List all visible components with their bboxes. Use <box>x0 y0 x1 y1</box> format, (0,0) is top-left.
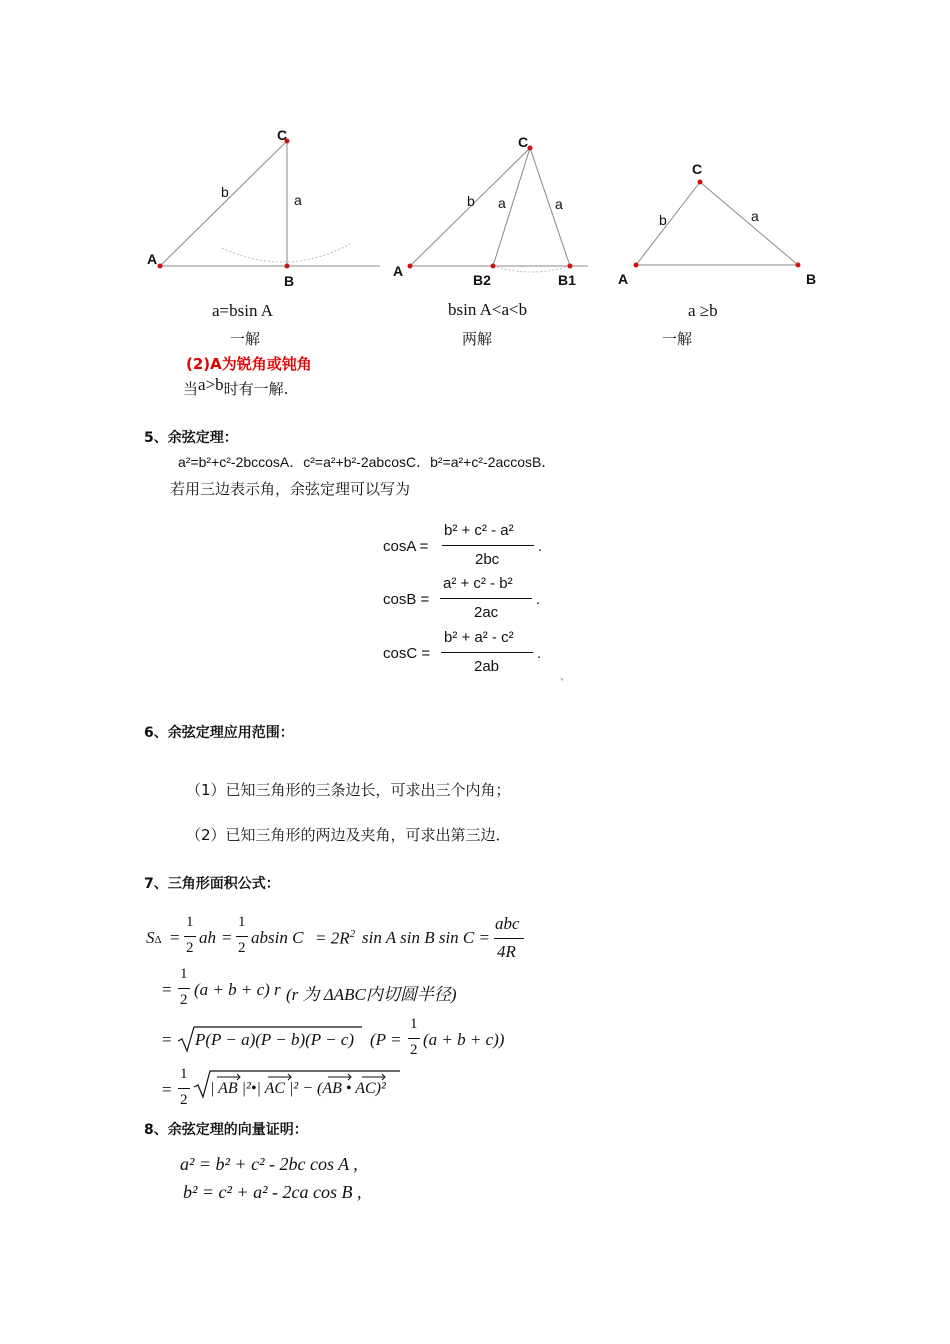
fig3-side-b: b <box>659 212 667 228</box>
cosC-numerator: b² + a² - c² <box>444 629 514 646</box>
cosC-period: . <box>537 645 542 662</box>
fig2-side-a2: a <box>555 196 563 212</box>
cosB-lhs: cosB = <box>383 591 430 608</box>
section8-line2: b² = c² + a² - 2ca cos B , <box>183 1182 362 1202</box>
area-2r: = $2R^2$ <box>315 928 356 948</box>
area-line2-half-den: 2 <box>180 992 188 1008</box>
cosC-lhs: cosC = <box>383 645 431 662</box>
section7-heading: 7、三角形面积公式： <box>144 876 280 892</box>
cosA-denominator: 2bc <box>475 551 500 568</box>
fig3-vertex-b: B <box>806 271 817 287</box>
section5-heading: 5、余弦定理： <box>144 430 238 446</box>
area-half1-den: 2 <box>186 940 194 956</box>
fig3-side-a: a <box>751 208 759 224</box>
cosB-period: . <box>536 591 541 608</box>
area-line4-expr: | AB |²•| AC |² − (AB • AC)² <box>210 1080 386 1097</box>
figure-right-triangle <box>158 139 381 269</box>
area-half1-num: 1 <box>186 914 194 930</box>
stray-mark: 、 <box>560 672 570 683</box>
cosC-fraction-bar <box>441 652 533 653</box>
area-half2-bar <box>236 936 248 937</box>
obtuse-line-cond: a>b <box>198 375 224 394</box>
section5-intro: 若用三边表示角，余弦定理可以写为 <box>170 480 411 498</box>
cosA-period: . <box>538 538 543 555</box>
section8-line1: a² = b² + c² - 2bc cos A , <box>180 1154 358 1174</box>
area-line3-half-num: 1 <box>410 1016 418 1032</box>
obtuse-line-prefix: 当 <box>183 380 199 398</box>
fig3-vertex-a: A <box>618 271 629 287</box>
obtuse-line-suffix: 时有一解. <box>223 380 289 398</box>
fig1-solutions: 一解 <box>230 330 261 348</box>
area-line4-eq: = <box>162 1080 172 1099</box>
area-line4-half-den: 2 <box>180 1092 188 1108</box>
fig2-side-a1: a <box>498 195 506 211</box>
obtuse-heading: (2)A为锐角或钝角 <box>186 355 312 373</box>
section5-formula-line: a²=b²+c²-2bccosA．c²=a²+b²-2abcosC．b²=a²+c²-2accosB． <box>178 454 556 470</box>
fig3-condition: a ≥b <box>688 301 718 320</box>
area-abc-den: 4R <box>497 942 516 961</box>
fig2-vertex-b2: B2 <box>473 272 491 288</box>
cosA-fraction-bar <box>442 545 534 546</box>
area-line4-half-bar <box>178 1088 190 1089</box>
fig2-vertex-a: A <box>393 263 404 279</box>
triangle-figures <box>0 0 950 300</box>
area-line3-eq: = <box>162 1030 172 1049</box>
obtuse-line <box>183 375 289 399</box>
cosB-denominator: 2ac <box>474 604 499 621</box>
cosA-numerator: b² + c² - a² <box>444 522 514 539</box>
area-line2-note: (r 为 ΔABC内切圆半径) <box>286 985 457 1004</box>
area-half2-den: 2 <box>238 940 246 956</box>
section6-item2: （2）已知三角形的两边及夹角，可求出第三边． <box>186 826 511 844</box>
area-abc-bar <box>494 938 524 939</box>
area-s: SΔ <box>146 928 162 947</box>
area-line4-half-num: 1 <box>180 1066 188 1082</box>
area-line3-half-den: 2 <box>410 1042 418 1058</box>
fig1-vertex-c: C <box>277 127 288 143</box>
fig3-solutions: 一解 <box>662 330 693 348</box>
cosB-numerator: a² + c² - b² <box>443 575 513 592</box>
fig1-side-b: b <box>221 184 229 200</box>
cosA-lhs: cosA = <box>383 538 429 555</box>
fig1-vertex-b: B <box>284 273 295 289</box>
fig2-vertex-b1: B1 <box>558 272 576 288</box>
fig2-vertex-c: C <box>518 134 529 150</box>
area-absinc: absin C <box>251 928 304 947</box>
area-line2-half-bar <box>178 988 190 989</box>
fig1-side-a: a <box>294 192 302 208</box>
area-eq1: = <box>170 928 180 947</box>
fig1-condition: a=bsin A <box>212 301 274 320</box>
section8-heading: 8、余弦定理的向量证明： <box>144 1122 308 1138</box>
area-sines: sin A sin B sin C = <box>362 928 490 947</box>
area-line2-expr: (a + b + c) r <box>194 980 281 999</box>
fig2-side-b: b <box>467 193 475 209</box>
area-ah: ah <box>199 928 216 947</box>
fig2-solutions: 两解 <box>462 330 493 348</box>
section6-heading: 6、余弦定理应用范围： <box>144 725 294 741</box>
cosC-denominator: 2ab <box>474 658 500 675</box>
area-eq2: = <box>222 928 232 947</box>
cosB-fraction-bar <box>440 598 532 599</box>
section6-item1: （1）已知三角形的三条边长，可求出三个内角； <box>186 781 511 799</box>
fig2-condition: bsin A<a<b <box>448 300 528 319</box>
area-line3-note-post: (a + b + c)) <box>423 1030 505 1049</box>
area-line2-half-num: 1 <box>180 966 188 982</box>
fig1-vertex-a: A <box>147 251 158 267</box>
area-half1-bar <box>184 936 196 937</box>
area-line3-expr: P(P − a)(P − b)(P − c) <box>195 1030 355 1049</box>
area-line3-note-pre: (P = <box>370 1030 402 1049</box>
area-line2-eq: = <box>162 980 172 999</box>
area-line3-half-bar <box>408 1038 420 1039</box>
fig3-vertex-c: C <box>692 161 703 177</box>
area-half2-num: 1 <box>238 914 246 930</box>
area-abc-num: abc <box>495 914 520 933</box>
